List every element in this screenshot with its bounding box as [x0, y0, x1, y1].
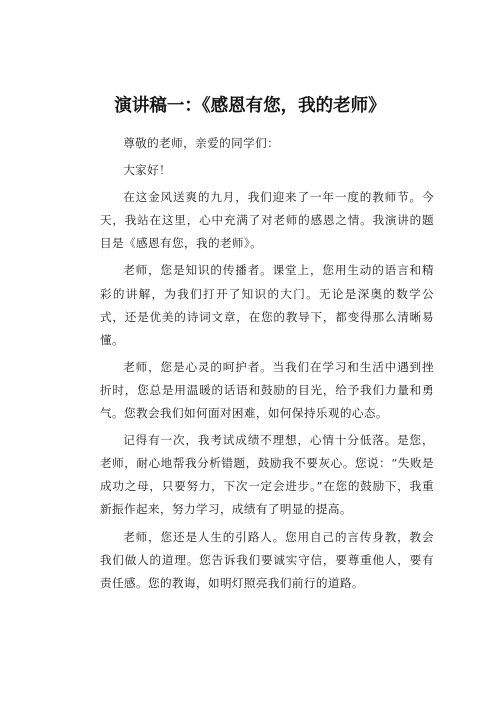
paragraph-knowledge: 老师，您是知识的传播者。课堂上，您用生动的语言和精彩的讲解，为我们打开了知识的大门。无论是深奥的数学公式，还是优美的诗词文章，在您的教导下，都变得那么清晰易懂。 [100, 263, 434, 347]
document-body [100, 132, 434, 595]
paragraph-guide: 老师，您还是人生的引路人。您用自己的言传身教，教会我们做人的道理。您告诉我们要诚实守信，要尊重他人，要有责任感。您的教诲，如明灯照亮我们前行的道路。 [100, 529, 434, 590]
paragraph-intro: 在这金风送爽的九月，我们迎来了一年一度的教师节。今天，我站在这里，心中充满了对老师的感恩之情。我演讲的题目是《感恩有您，我的老师》。 [100, 190, 434, 251]
greeting-line: 尊敬的老师，亲爱的同学们： [123, 136, 280, 150]
document-title: 演讲稿一：《感恩有您，我的老师》 [114, 96, 386, 116]
hello-line: 大家好！ [123, 163, 172, 178]
paragraph-memory: 记得有一次，我考试成绩不理想，心情十分低落。是您，老师，耐心地帮我分析错题，鼓励我不要灰心。您说：“失败是成功之母，只要努力，下次一定会进步。”在您的鼓励下，我重新振作起来，努力学习，成绩有了明显的提高。 [100, 433, 434, 517]
paragraph-care: 老师，您是心灵的呵护者。当我们在学习和生活中遇到挫折时，您总是用温暖的话语和鼓励的目光，给予我们力量和勇气。您教会我们如何面对困难，如何保持乐观的心态。 [100, 359, 434, 421]
